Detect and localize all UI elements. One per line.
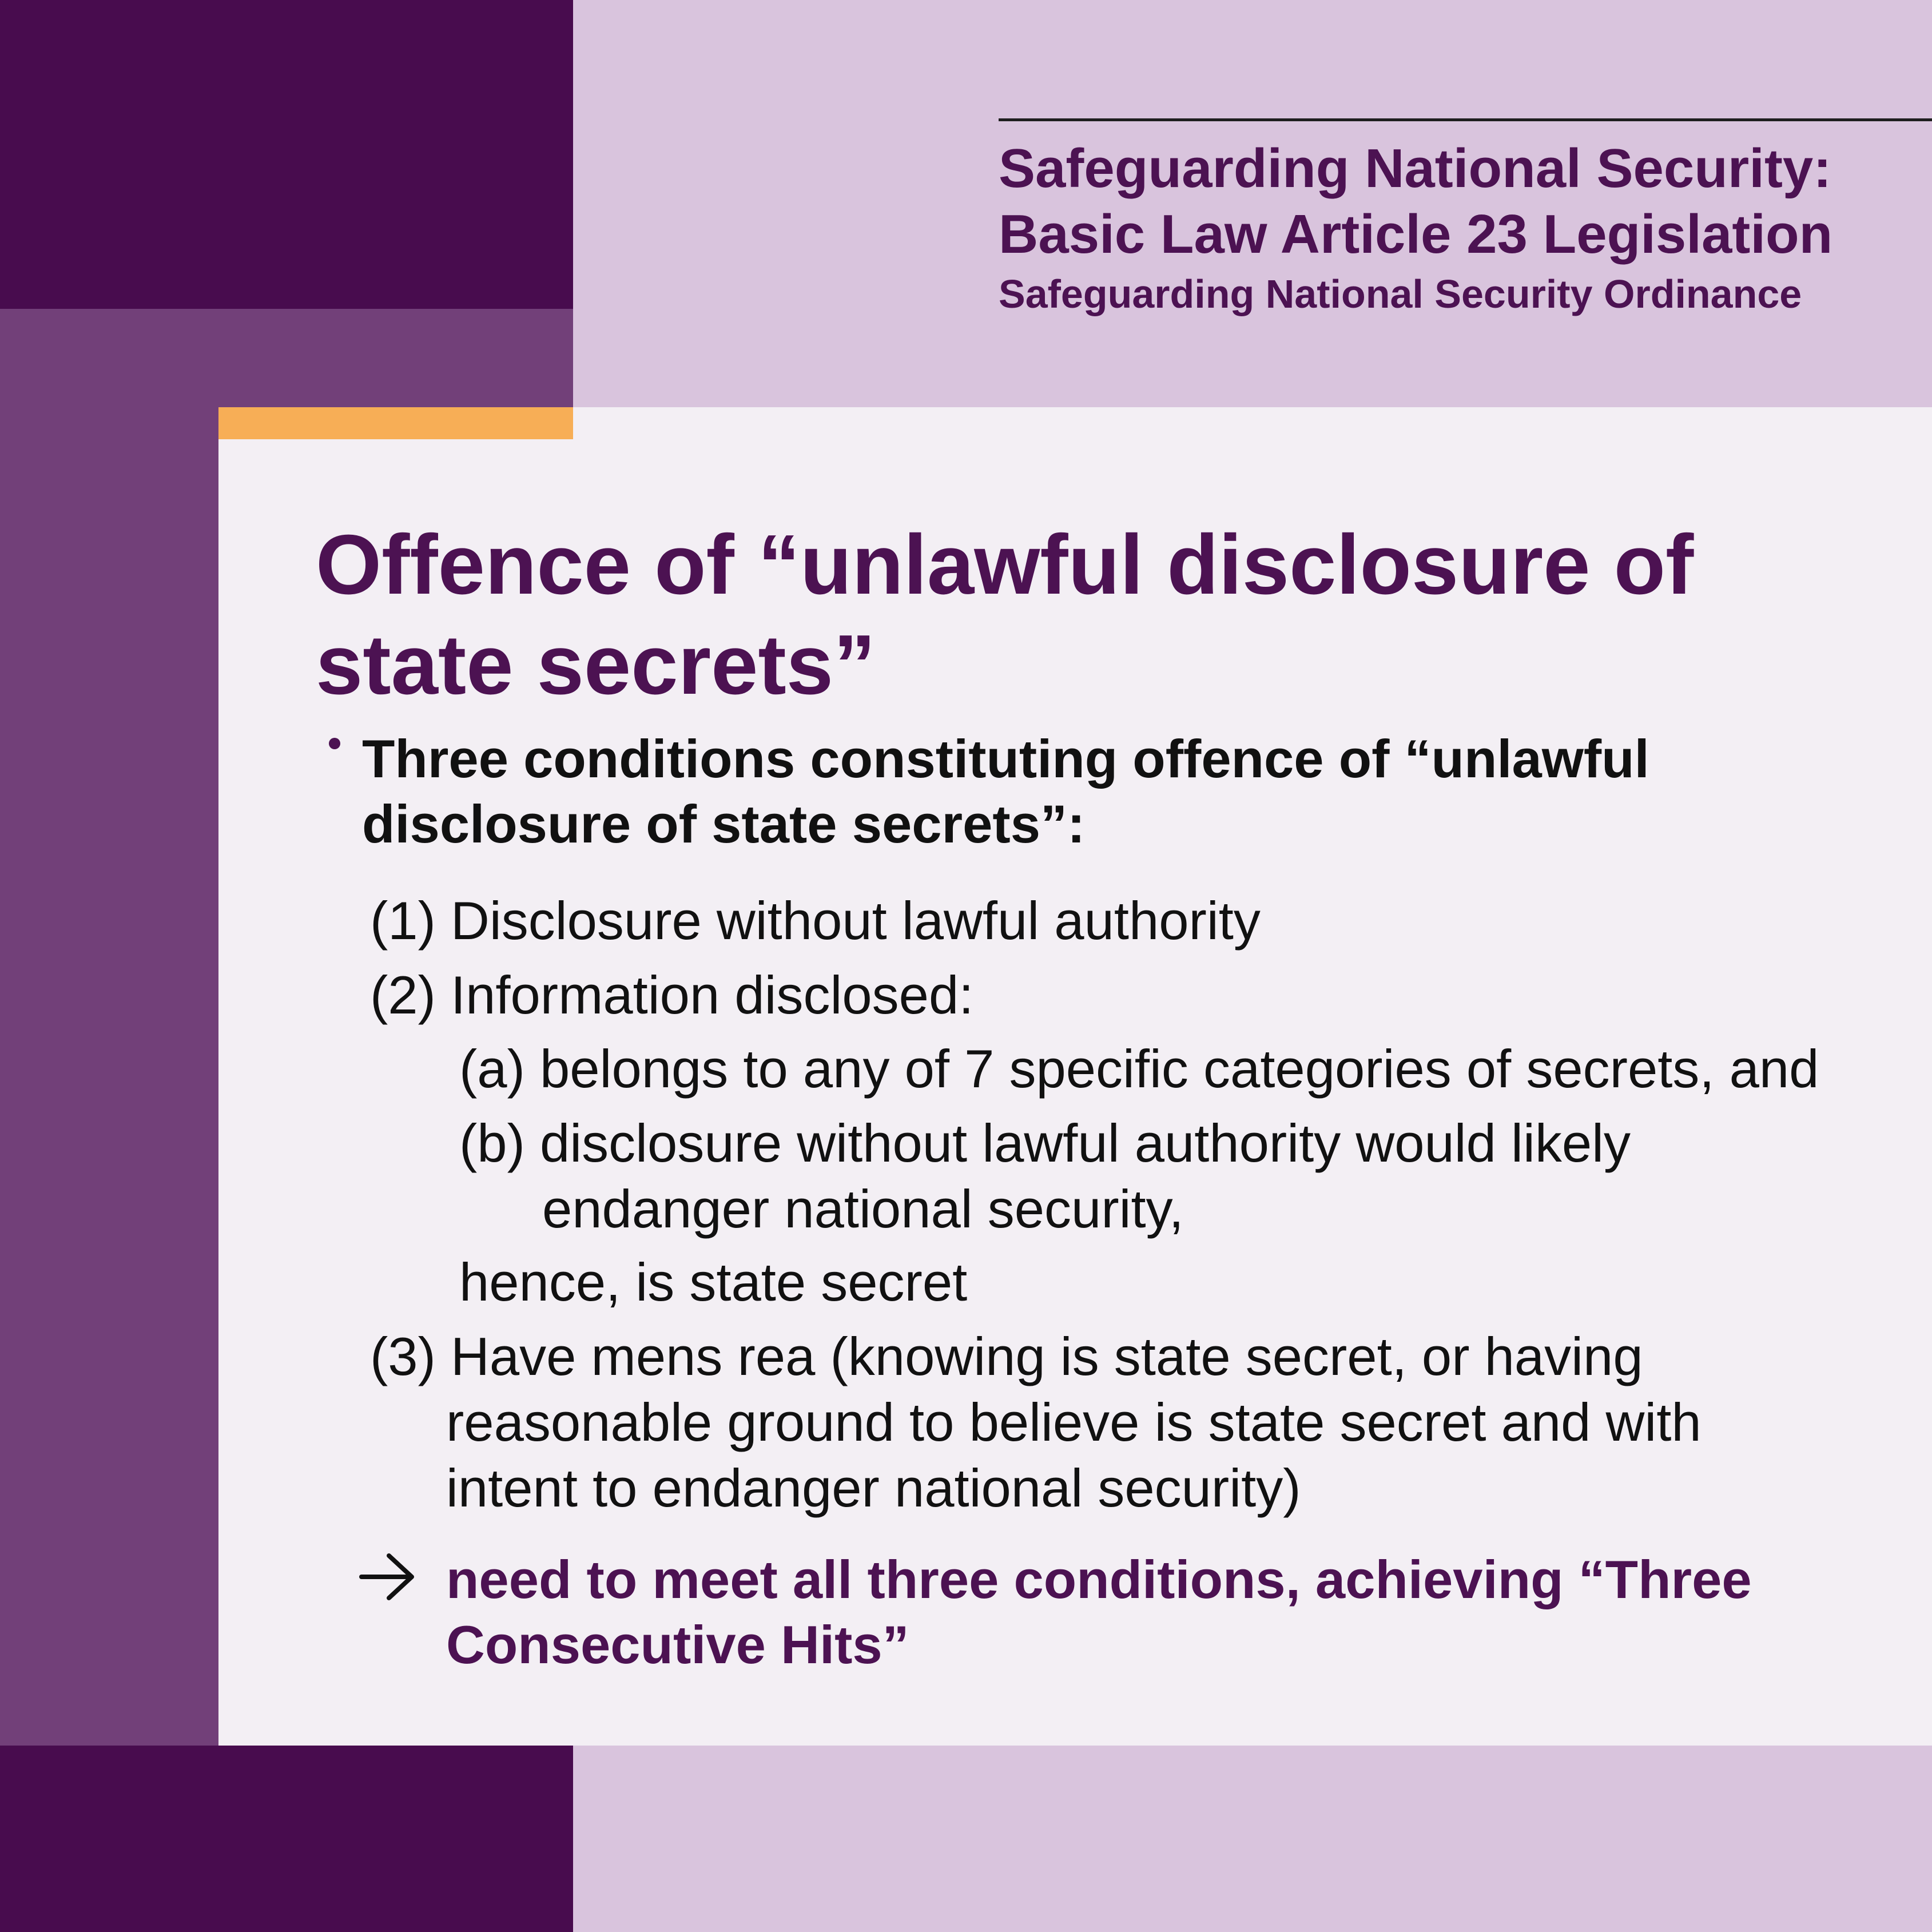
decor-block-bottom-left bbox=[0, 1746, 573, 1932]
accent-bar bbox=[218, 407, 573, 439]
header-line-1: Safeguarding National Security: bbox=[999, 138, 1832, 199]
header-line-2: Basic Law Article 23 Legislation bbox=[999, 204, 1833, 265]
header-line-3: Safeguarding National Security Ordinance bbox=[999, 272, 1802, 316]
condition-2: (2) Information disclosed: bbox=[370, 965, 974, 1025]
bullet-dot-icon bbox=[329, 738, 340, 749]
condition-1: (1) Disclosure without lawful authority bbox=[370, 891, 1261, 951]
condition-3-line-3: intent to endanger national security) bbox=[446, 1458, 1301, 1518]
decor-block-top-left bbox=[0, 0, 573, 309]
condition-2b-continued: endanger national security, bbox=[542, 1179, 1184, 1239]
condition-2b: (b) disclosure without lawful authority would likely bbox=[459, 1113, 1631, 1173]
condition-3: (3) Have mens rea (knowing is state secret, or having bbox=[370, 1326, 1643, 1386]
condition-2a: (a) belongs to any of 7 specific categories of secrets, and bbox=[459, 1039, 1819, 1099]
arrow-right-icon bbox=[359, 1551, 416, 1603]
condition-3-line-2: reasonable ground to believe is state secret and with bbox=[446, 1392, 1702, 1452]
header-rule bbox=[999, 118, 1932, 121]
state-secret-conclusion: hence, is state secret bbox=[459, 1252, 968, 1312]
lead-bullet: Three conditions constituting offence of “unlawful disclosure of state secrets”: bbox=[362, 729, 1649, 854]
slide-title: Offence of “unlawful disclosure of state secrets” bbox=[316, 518, 1694, 712]
conclusion-text: need to meet all three conditions, achieving “Three Consecutive Hits” bbox=[446, 1549, 1752, 1675]
